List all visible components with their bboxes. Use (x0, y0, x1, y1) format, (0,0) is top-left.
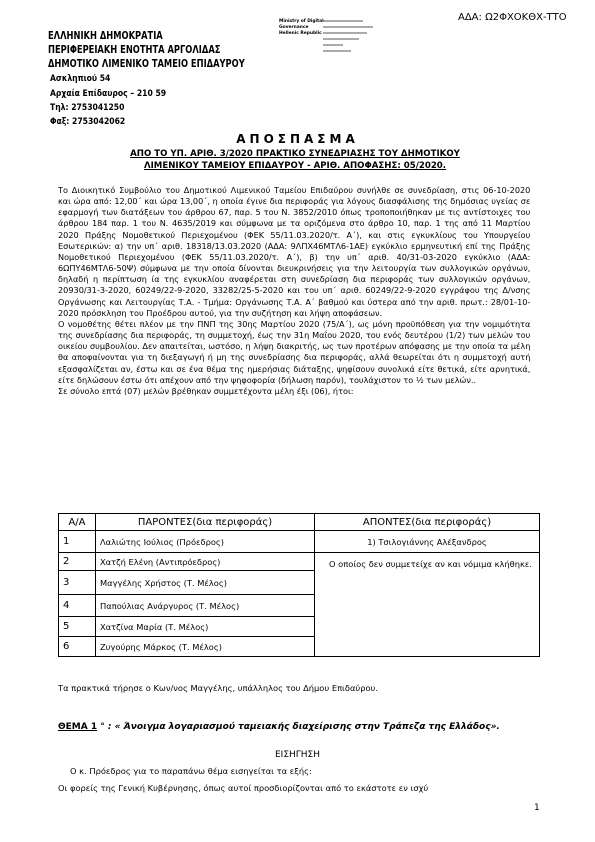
ministry-logo (275, 19, 395, 57)
row-number: 2 (59, 553, 96, 571)
logo-line-1: Ministry of Digital (279, 19, 324, 24)
present-member: Μαγγέλης Χρήστος (Τ. Μέλος) (96, 571, 315, 595)
table-row (59, 553, 540, 571)
present-member: Λαλιώτης Ιούλιος (Πρόεδρος) (96, 531, 315, 553)
absent-note (315, 553, 540, 657)
row-number: 6 (59, 637, 96, 657)
fax: Φαξ: 2753042062 (50, 117, 126, 127)
logo-line-2: Governance (279, 25, 309, 30)
proposal-line-1: Ο κ. Πρόεδρος για το παραπάνω θέμα εισηγείται τα εξής: (70, 766, 312, 776)
subtitle-line-1: ΑΠΟ ΤΟ ΥΠ. ΑΡΙΘ. 3/2020 ΠΡΑΚΤΙΚΟ ΣΥΝΕΔΡΙΑΣΗΣ ΤΟΥ ΔΗΜΟΤΙΚΟΥ (130, 149, 460, 159)
row-number: 5 (59, 617, 96, 637)
present-member: Παπούλιας Ανάργυρος (Τ. Μέλος) (96, 595, 315, 617)
absent-note-text: Ο οποίος δεν συμμετείχε αν και νόμιμα κλήθηκε. (329, 559, 532, 569)
paragraph-3: Σε σύνολο επτά (07) μελών βρέθηκαν συμμετέχοντα μέλη έξι (06), ήτοι: (58, 385, 354, 396)
row-number: 4 (59, 595, 96, 617)
col-header-present: ΠΑΡΟΝΤΕΣ(δια περιφοράς) (96, 514, 315, 531)
paragraph-2: Ο νομοθέτης θέτει πλέον με την ΠΝΠ της 30ης Μαρτίου 2020 (75/Α΄), ως μόνη προϋπόθεση για την νομιμότητα της συνεδρίασης δια περιφοράς, τη συμμετοχή, έως την 31η Μαΐου 2020, του ενός δευτέρου (1/2) των μελών του οικείου συμβουλίου. Δεν απαιτείται, ωστόσο, η λήψη διακριτής, ως των προτέρων απόφασης με την οποία τα μέλη θα αποφαίνονται για τη διεξαγωγή ή μη της συνεδρίασης δια περιφοράς, αλλά θεωρείται ότι η συμμετοχή αυτή εξασφαλίζεται αν, έστω και σε ένα θέμα της ημερήσιας διάταξης, ψηφίσουν συνολικά είτε θετικά, είτε αρνητικά, είτε δηλώσουν έστω ότι απέχουν από την ψηφοφορία (δήλωση παρόν), τουλάχιστον το ½ των μελών.. (58, 318, 531, 385)
minutes-keeper: Τα πρακτικά τήρησε ο Κων/νος Μαγγέλης, υπάλληλος του Δήμου Επιδαύρου. (58, 683, 378, 693)
city: Αρχαία Επίδαυρος – 210 59 (50, 89, 167, 99)
row-number: 3 (59, 571, 96, 595)
address: Ασκληπιού 54 (50, 74, 111, 84)
table-row (59, 531, 540, 553)
table-header-row (59, 514, 540, 531)
row-number: 1 (59, 531, 96, 553)
subtitle-line-2: ΛΙΜΕΝΙΚΟΥ ΤΑΜΕΙΟΥ ΕΠΙΔΑΥΡΟΥ - ΑΡΙΘ. ΑΠΟΦΑΣΗΣ: 05/2020. (143, 161, 447, 171)
ada-code: ΑΔΑ: Ω2ΦΧΟΚΘΧ-ΤΤΟ (458, 12, 567, 23)
proposal-heading: ΕΙΣΗΓΗΣΗ (274, 750, 321, 760)
telephone: Τηλ: 2753041250 (50, 103, 125, 113)
agenda-label: ΘΕΜΑ 1 (58, 722, 98, 732)
present-member: Χατζή Ελένη (Αντιπρόεδρος) (96, 553, 315, 571)
logo-line-3: Hellenic Republic (279, 31, 322, 36)
col-header-aa: Α/Α (59, 514, 96, 531)
document-title: ΑΠΟΣΠΑΣΜΑ (236, 132, 359, 146)
present-member: Ζυγούρης Μάρκος (Τ. Μέλος) (96, 637, 315, 657)
header-line-3: ΔΗΜΟΤΙΚΟ ΛΙΜΕΝΙΚΟ ΤΑΜΕΙΟ ΕΠΙΔΑΥΡΟΥ (48, 58, 245, 70)
col-header-absent: ΑΠΟΝΤΕΣ(δια περιφοράς) (315, 514, 540, 531)
proposal-line-2: Οι φορείς της Γενική Κυβέρνησης, όπως αυτοί προσδιορίζονται από το εκάστοτε εν ισχύ (58, 783, 429, 793)
body-text (58, 185, 530, 397)
absent-member: 1) Τσιλογιάννης Αλέξανδρος (315, 531, 540, 553)
signature-lines-icon (323, 19, 393, 55)
page-number: 1 (534, 803, 540, 813)
agenda-item (58, 721, 540, 734)
agenda-text: ° : « Άνοιγμα λογαριασμού ταμειακής διαχείρισης στην Τράπεζα της Ελλάδος». (100, 722, 500, 732)
present-member: Χατζίνα Μαρία (Τ. Μέλος) (96, 617, 315, 637)
paragraph-1: Το Διοικητικό Συμβούλιο του Δημοτικού Λιμενικού Ταμείου Επιδαύρου συνήλθε σε συνεδρίαση, στις 06-10-2020 και ώρα από: 12,00΄ και ώρα 13,00΄, η οποία έγινε δια περιφοράς για λόγους διασφάλισης της δημόσιας υγείας σε εφαρμογή των διατάξεων του άρθρου 67, παρ. 5 του Ν. 3852/2010 όπως τροποποιήθηκαν με τις αντίστοιχες του άρθρου 184 παρ. 1 του Ν. 4635/2019 και σύμφωνα με τα οριζόμενα στο άρθρο 10, παρ. 1 της από 11 Μαρτίου 2020 Πράξης Νομοθετικού Περιεχομένου (ΦΕΚ 55/11.03.2020/τ. Α΄), και στις εγκυκλίους του Υπουργείου Εσωτερικών: α) την υπ΄ αριθ. 18318/13.03.2020 (ΑΔΑ: 9ΛΠΧ46ΜΤΛ6-1ΑΕ) εγκύκλιο ερμηνευτική επί της Πράξης Νομοθετικού Περιεχομένου (ΦΕΚ 55/11.03.2020/τ. Α΄), β) την υπ΄ αριθ. 40/31-03-2020 εγκύκλιο (ΑΔΑ: 6ΩΠΥ46ΜΤΛ6-50Ψ) σύμφωνα με την οποία δίνονται διευκρινήσεις για την λειτουργία των συλλογικών οργάνων, δηλαδή η περίπτωση ία της εγκυκλίου αναφέρεται στη συνεδρίαση δια περιφοράς των συλλογικών οργάνων, 20930/31-3-2020, 60249/22-9-2020, 33282/25-5-2020 και του υπ΄ αριθ. 60249/22-9-2020 εγγράφου της Δ/νσης Οργάνωσης και Λειτουργίας Τ.Α. - Τμήμα: Οργάνωσης Τ.Α. Α΄ βαθμού και ύστερα από την αριθ. πρωτ.: 28/01-10-2020 πρόσκληση του Προέδρου αυτού, για την συζήτηση και λήψη αποφάσεων. (58, 185, 531, 318)
header-line-2: ΠΕΡΙΦΕΡΕΙΑΚΗ ΕΝΟΤΗΤΑ ΑΡΓΟΛΙΔΑΣ (48, 44, 221, 56)
attendance-table (58, 513, 540, 657)
header-line-1: ΕΛΛΗΝΙΚΗ ΔΗΜΟΚΡΑΤΙΑ (48, 30, 163, 42)
